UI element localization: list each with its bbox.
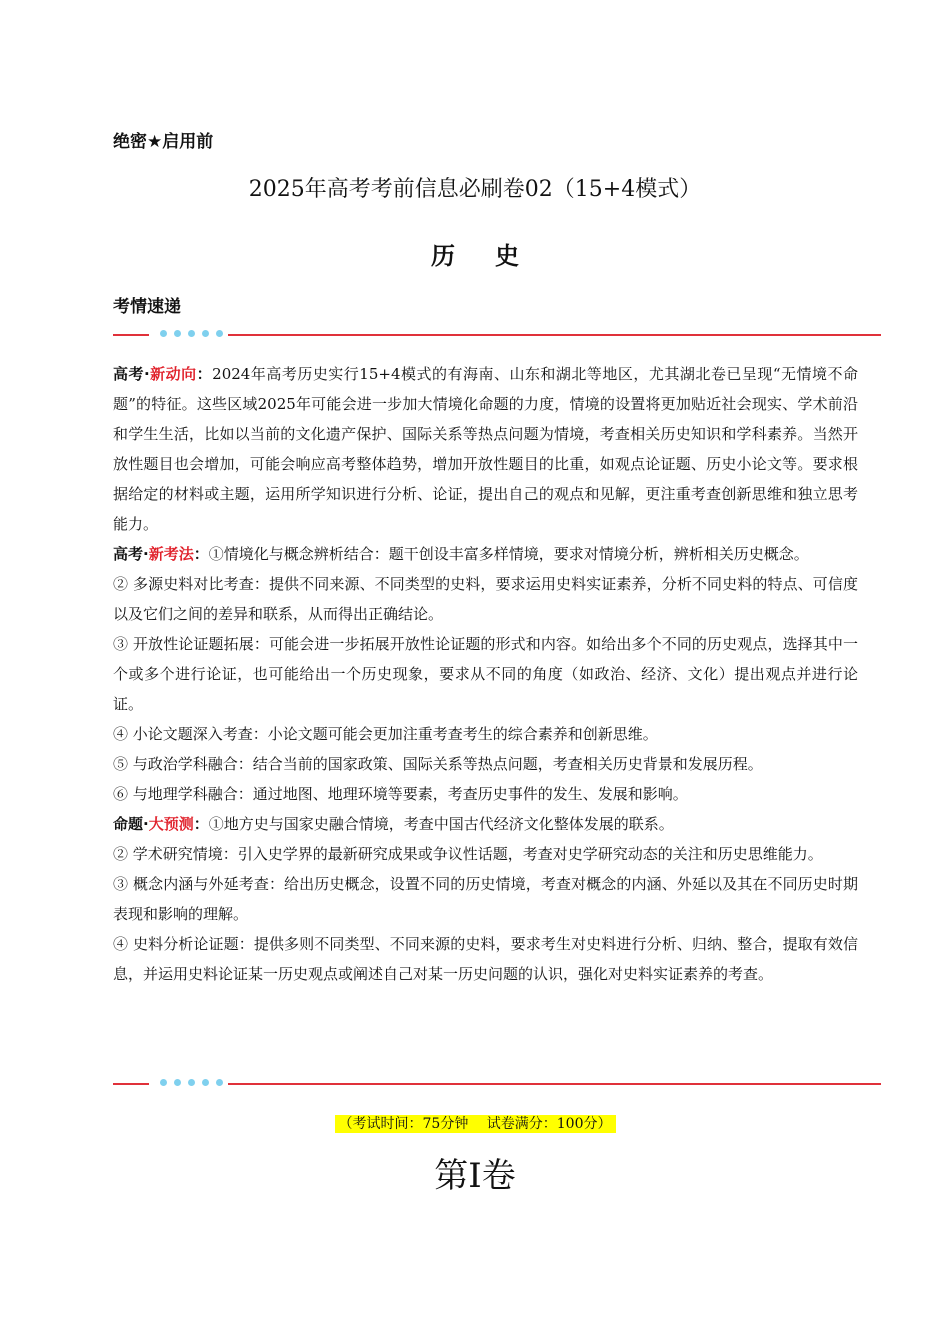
list-item: ④ 小论文题深入考查：小论文题可能会更加注重考查考生的综合素养和创新思维。 [113,725,658,743]
divider-left-line [113,334,149,336]
list-item: ⑥ 与地理学科融合：通过地图、地理环境等要素，考查历史事件的发生、发展和影响。 [113,785,688,803]
exam-title: 2025年高考考前信息必刷卷02（15+4模式） [248,177,702,202]
label-new-trend: 高考·新动向： [113,365,213,383]
divider-dot [188,330,195,337]
divider-dot [174,330,181,337]
exam-info-line [0,1113,950,1133]
bottom-divider [113,1078,881,1090]
paragraph-text: 2024年高考历史实行15+4模式的有海南、山东和湖北等地区，尤其湖北卷已呈现“无情境不命题”的特征。这些区域2025年可能会进一步加大情境化命题的力度，情境的设置将更加贴近社会现实、学术前沿和学生生活，比如以当前的文化遗产保护、国际关系等热点问题为情境，考查相关历史知识和学科素养。当然开放性题目也会增加，可能会响应高考整体趋势，增加开放性题目的比重，如观点论证题、历史小论文等。要求根据给定的材料或主题，运用所学知识进行分析、论证，提出自己的观点和见解，更注重考查创新思维和独立思考能力。 [113,365,858,533]
divider-dot [160,1079,167,1086]
exam-info-text: （考试时间：75分钟 试卷满分：100分） [335,1115,616,1133]
divider-dot [202,1079,209,1086]
subject-title: 历史 [431,241,559,270]
list-item: ② 学术研究情境：引入史学界的最新研究成果或争议性话题，考查对史学研究动态的关注和历史思维能力。 [113,845,823,863]
content-body [113,359,858,989]
divider-dots [160,1079,223,1086]
section-heading: 考情速递 [113,297,181,317]
divider-dots [160,330,223,337]
divider-dot [188,1079,195,1086]
paragraph-prediction [113,809,858,839]
paragraph-text: ①地方史与国家史融合情境，考查中国古代经济文化整体发展的联系。 [208,815,674,833]
list-item: ⑤ 与政治学科融合：结合当前的国家政策、国际关系等热点问题，考查相关历史背景和发展历程。 [113,755,763,773]
divider-right-line [228,1083,881,1085]
divider-dot [160,330,167,337]
paragraph-new-trend [113,359,858,539]
label-prediction: 命题·大预测： [113,815,209,833]
confidential-mark: 绝密★启用前 [113,132,214,152]
divider-dot [174,1079,181,1086]
divider-dot [202,330,209,337]
list-item: ③ 开放性论证题拓展：可能会进一步拓展开放性论证题的形式和内容。如给出多个不同的历史观点，选择其中一个或多个进行论证，也可能给出一个历史现象，要求从不同的角度（如政治、经济、文化）提出观点并进行论证。 [113,635,858,713]
list-item: ④ 史料分析论证题：提供多则不同类型、不同来源的史料，要求考生对史料进行分析、归纳、整合，提取有效信息，并运用史料论证某一历史观点或阐述自己对某一历史问题的认识，强化对史料实证素养的考查。 [113,935,858,983]
divider-right-line [228,334,881,336]
list-item: ③ 概念内涵与外延考查：给出历史概念，设置不同的历史情境，考查对概念的内涵、外延以及其在不同历史时期表现和影响的理解。 [113,875,858,923]
top-divider [113,329,881,341]
divider-left-line [113,1083,149,1085]
part-title: 第I卷 [434,1156,516,1196]
paragraph-new-method [113,539,858,569]
list-item: ② 多源史料对比考查：提供不同来源、不同类型的史料，要求运用史料实证素养，分析不同史料的特点、可信度以及它们之间的差异和联系，从而得出正确结论。 [113,575,858,623]
divider-dot [216,330,223,337]
divider-dot [216,1079,223,1086]
label-new-method: 高考·新考法： [113,545,209,563]
paragraph-text: ①情境化与概念辨析结合：题干创设丰富多样情境，要求对情境分析，辨析相关历史概念。 [208,545,809,563]
